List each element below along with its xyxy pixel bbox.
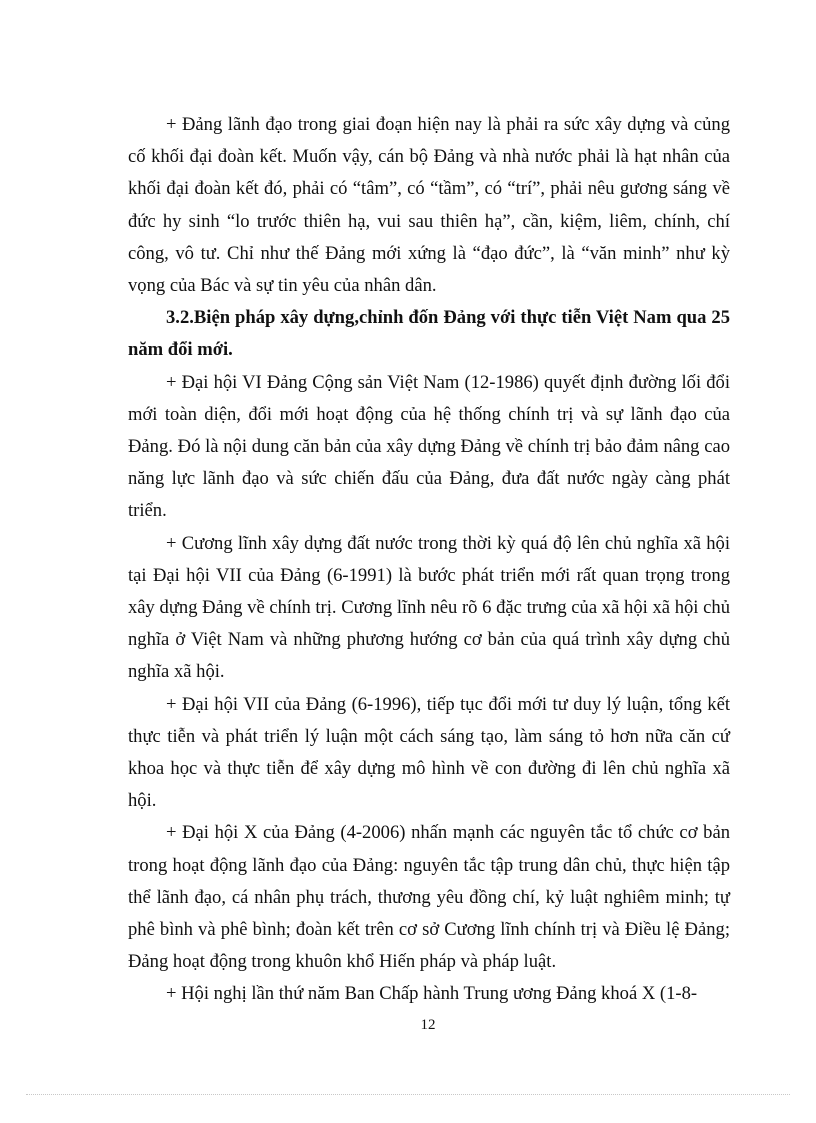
- page-number: 12: [420, 1017, 436, 1033]
- paragraph-fifth-plenum: + Hội nghị lần thứ năm Ban Chấp hành Trung ương Đảng khoá X (1-8-: [166, 983, 698, 1005]
- page-body: [128, 109, 730, 1011]
- paragraph-congress-x: + Đại hội X của Đảng (4-2006) nhấn mạnh các nguyên tắc tổ chức cơ bản trong hoạt động lãnh đạo của Đảng: nguyên tắc tập trung dân chủ, thực hiện tập thể lãnh đạo, cá nhân phụ trách, thương yêu đồng chí, kỷ luật nghiêm minh; tự phê bình và phê bình; đoàn kết trên cơ sở Cương lĩnh chính trị và Điều lệ Đảng; Đảng hoạt động trong khuôn khổ Hiến pháp và pháp luật.: [128, 822, 730, 973]
- section-heading-3-2: 3.2.Biện pháp xây dựng,chỉnh đốn Đảng với thực tiễn Việt Nam qua 25 năm đổi mới.: [128, 307, 730, 361]
- paragraph-congress-1996: + Đại hội VII của Đảng (6-1996), tiếp tục đổi mới tư duy lý luận, tổng kết thực tiễn và phát triển lý luận một cách sáng tạo, làm sáng tỏ hơn nữa căn cứ khoa học và thực tiễn để xây dựng mô hình về con đường đi lên chủ nghĩa xã hội.: [128, 693, 730, 812]
- paragraph-platform-congress-vii: + Cương lĩnh xây dựng đất nước trong thời kỳ quá độ lên chủ nghĩa xã hội tại Đại hội VII của Đảng (6-1991) là bước phát triển mới rất quan trọng trong xây dựng Đảng về chính trị. Cương lĩnh nêu rõ 6 đặc trưng của xã hội xã hội chủ nghĩa ở Việt Nam và những phương hướng cơ bản của quá trình xây dựng chủ nghĩa xã hội.: [128, 532, 730, 683]
- paragraph-great-unity: + Đảng lãnh đạo trong giai đoạn hiện nay là phải ra sức xây dựng và củng cố khối đại đoàn kết. Muốn vậy, cán bộ Đảng và nhà nước phải là hạt nhân của khối đại đoàn kết đó, phải có “tâm”, có “tầm”, có “trí”, phải nêu gương sáng về đức hy sinh “lo trước thiên hạ, vui sau thiên hạ”, cần, kiệm, liêm, chính, chí công, vô tư. Chỉ như thế Đảng mới xứng là “đạo đức”, là “văn minh” như kỳ vọng của Bác và sự tin yêu của nhân dân.: [128, 114, 730, 297]
- paragraph-congress-vi: + Đại hội VI Đảng Cộng sản Việt Nam (12-1986) quyết định đường lối đổi mới toàn diện, đổi mới hoạt động của hệ thống chính trị và sự lãnh đạo của Đảng. Đó là nội dung căn bản của xây dựng Đảng về chính trị bảo đảm nâng cao năng lực lãnh đạo và sức chiến đấu của Đảng, đưa đất nước ngày càng phát triển.: [128, 371, 730, 522]
- footer-divider: [26, 1094, 790, 1095]
